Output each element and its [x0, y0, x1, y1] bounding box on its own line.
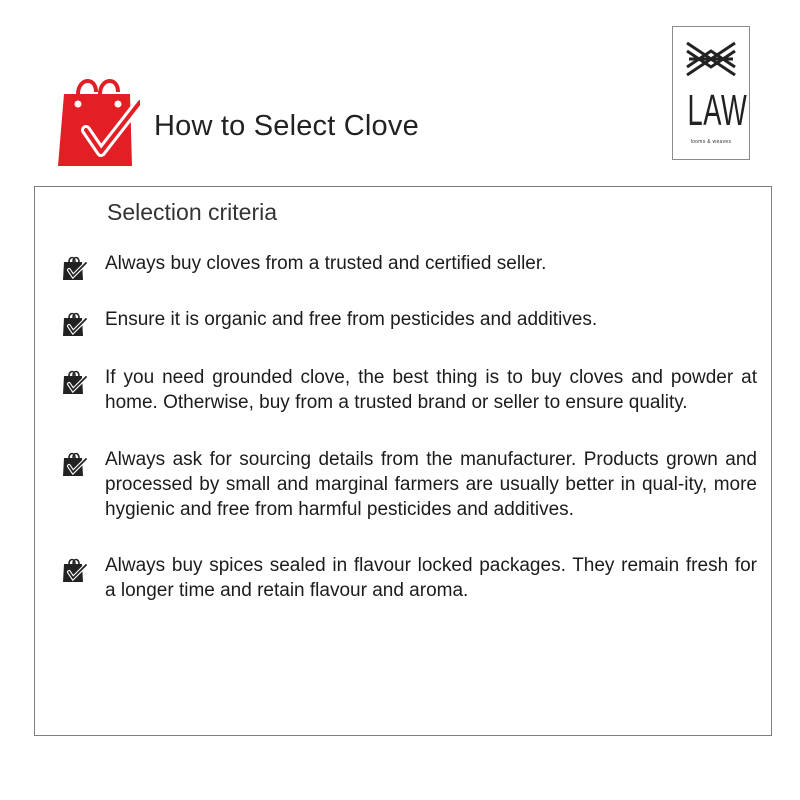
- shopping-bag-check-icon: [61, 255, 87, 281]
- item-text: Always buy cloves from a trusted and certified seller.: [105, 253, 547, 274]
- page-title: How to Select Clove: [154, 110, 419, 142]
- brand-logo: [672, 26, 750, 160]
- criteria-heading: Selection criteria: [107, 199, 278, 225]
- shopping-bag-check-icon: [61, 369, 87, 395]
- item-text: If you need grounded clove, the best thing is to buy cloves and powder at home. Otherwise, buy from a trusted brand or seller to ensure quality.: [105, 367, 757, 413]
- shopping-bag-check-icon: [56, 72, 140, 168]
- criteria-panel: [34, 186, 772, 736]
- shopping-bag-check-icon: [61, 557, 87, 583]
- logo-name: LAW: [687, 86, 748, 135]
- logo-tagline: looms & weaves: [690, 139, 732, 145]
- woven-pattern-icon: [685, 39, 737, 79]
- shopping-bag-check-icon: [61, 311, 87, 337]
- item-text: Always buy spices sealed in flavour locked packages. They remain fresh for a longer time and retain flavour and aroma.: [105, 555, 757, 601]
- shopping-bag-check-icon: [61, 451, 87, 477]
- item-text: Always ask for sourcing details from the manufacturer. Products grown and processed by small and marginal farmers are usually better in qual-ity, more hygienic and free from harmful pesticides and additives.: [105, 449, 757, 520]
- item-text: Ensure it is organic and free from pesticides and additives.: [105, 309, 598, 330]
